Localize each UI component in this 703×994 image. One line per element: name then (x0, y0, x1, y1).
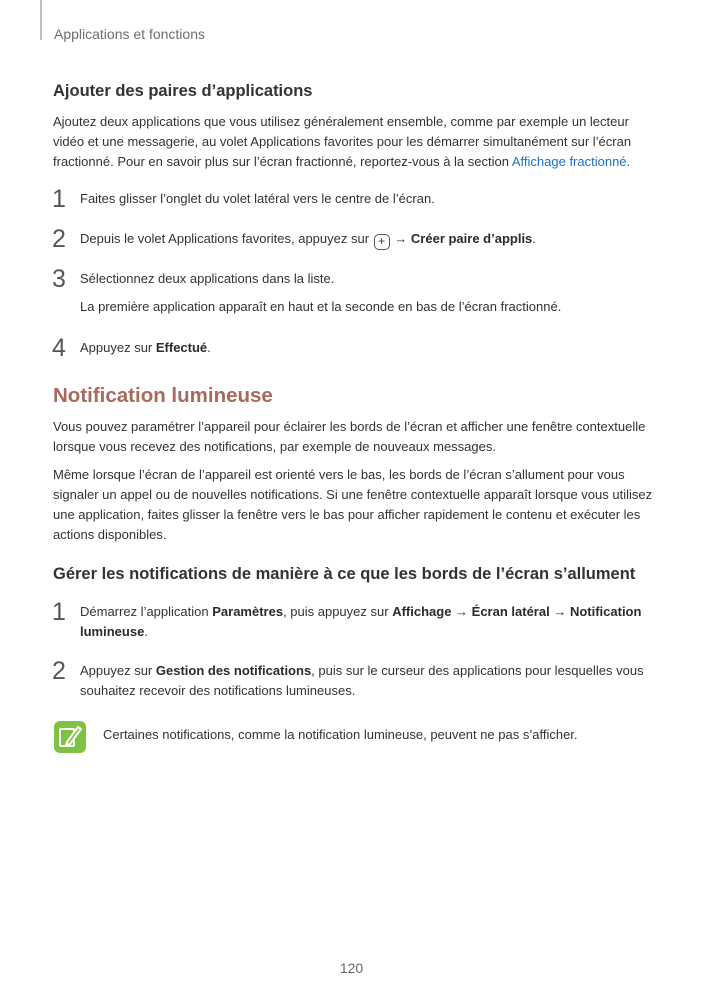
arrow: → (451, 604, 472, 619)
step-text: , puis sur le curseur des applications pour lesquelles vous souhaitez recevoir des notifications lumineuses. (80, 663, 644, 698)
split-screen-link[interactable]: Affichage fractionné (511, 154, 627, 169)
manage-notifications-label: Gestion des notifications (155, 663, 312, 678)
arrow: → (549, 604, 570, 619)
edge-lighting-paragraph-2: Même lorsque l’écran de l’appareil est orienté vers le bas, les bords de l’écran s’allument pour vous signaler un appel ou de nouvelles notifications. Si une fenêtre contextuelle apparaît lorsque vous utilisez une application, faites glisser la fenêtre vers le bas pour afficher rapidement le contenu et exécuter les actions disponibles. (53, 467, 653, 542)
step-4 (52, 334, 653, 362)
edge-screen-label: Écran latéral (471, 604, 550, 619)
step-3 (52, 265, 653, 317)
done-label: Effectué (155, 340, 208, 355)
note-text: Certaines notifications, comme la notification lumineuse, peuvent ne pas s’afficher. (103, 727, 578, 742)
note (53, 725, 653, 745)
step-number: 2 (52, 657, 66, 685)
step-end: . (144, 624, 148, 639)
step-number: 1 (52, 598, 66, 626)
intro-end: . (626, 154, 631, 169)
intro-text: Ajoutez deux applications que vous utilisez généralement ensemble, comme par exemple un lecteur vidéo et une messagerie, au volet Applications favorites pour les démarrer simultanément sur l’écran fractionné. Pour en savoir plus sur l’écran fractionné, reportez-vous à la section (53, 114, 632, 169)
step-2 (52, 225, 653, 253)
arrow: → (390, 231, 411, 246)
step-number: 3 (52, 265, 66, 293)
step-subtext: La première application apparaît en haut et la seconde en bas de l’écran fractionné. (80, 299, 562, 314)
page-content (53, 82, 653, 745)
subsection-heading: Gérer les notifications de manière à ce que les bords de l’écran s’allument (53, 565, 636, 583)
step-1 (52, 598, 653, 642)
step-text: Appuyez sur (80, 340, 156, 355)
edge-lighting-paragraph-1: Vous pouvez paramétrer l’appareil pour éclairer les bords de l’écran et afficher une fenêtre contextuelle lorsque vous recevez des notifications, par exemple de nouveaux messages. (53, 419, 646, 454)
step-text: Sélectionnez deux applications dans la liste. (80, 271, 335, 286)
step-number: 2 (52, 225, 66, 253)
step-number: 1 (52, 185, 66, 213)
step-number: 4 (52, 334, 66, 362)
plus-box-icon: + (374, 234, 390, 250)
step-end: . (532, 231, 536, 246)
header-rule (40, 0, 42, 40)
step-text: , puis appuyez sur (283, 604, 393, 619)
step-end: . (207, 340, 211, 355)
step-text: Faites glisser l’onglet du volet latéral vers le centre de l’écran. (80, 191, 435, 206)
step-text: Depuis le volet Applications favorites, appuyez sur (80, 231, 373, 246)
edge-lighting-label: Notification lumineuse (80, 604, 642, 639)
settings-label: Paramètres (212, 604, 284, 619)
page-number: 120 (339, 960, 364, 976)
section-heading-edge-lighting: Notification lumineuse (53, 384, 273, 407)
running-header: Applications et fonctions (54, 26, 205, 42)
section-heading-app-pairs: Ajouter des paires d’applications (53, 82, 313, 100)
display-label: Affichage (392, 604, 452, 619)
intro-paragraph (53, 112, 653, 172)
step-1 (52, 185, 653, 213)
step-2 (52, 657, 653, 701)
step-text: Appuyez sur (80, 663, 156, 678)
step-text: Démarrez l’application (80, 604, 213, 619)
create-pair-label: Créer paire d’applis (410, 231, 533, 246)
note-pencil-icon (54, 721, 86, 753)
